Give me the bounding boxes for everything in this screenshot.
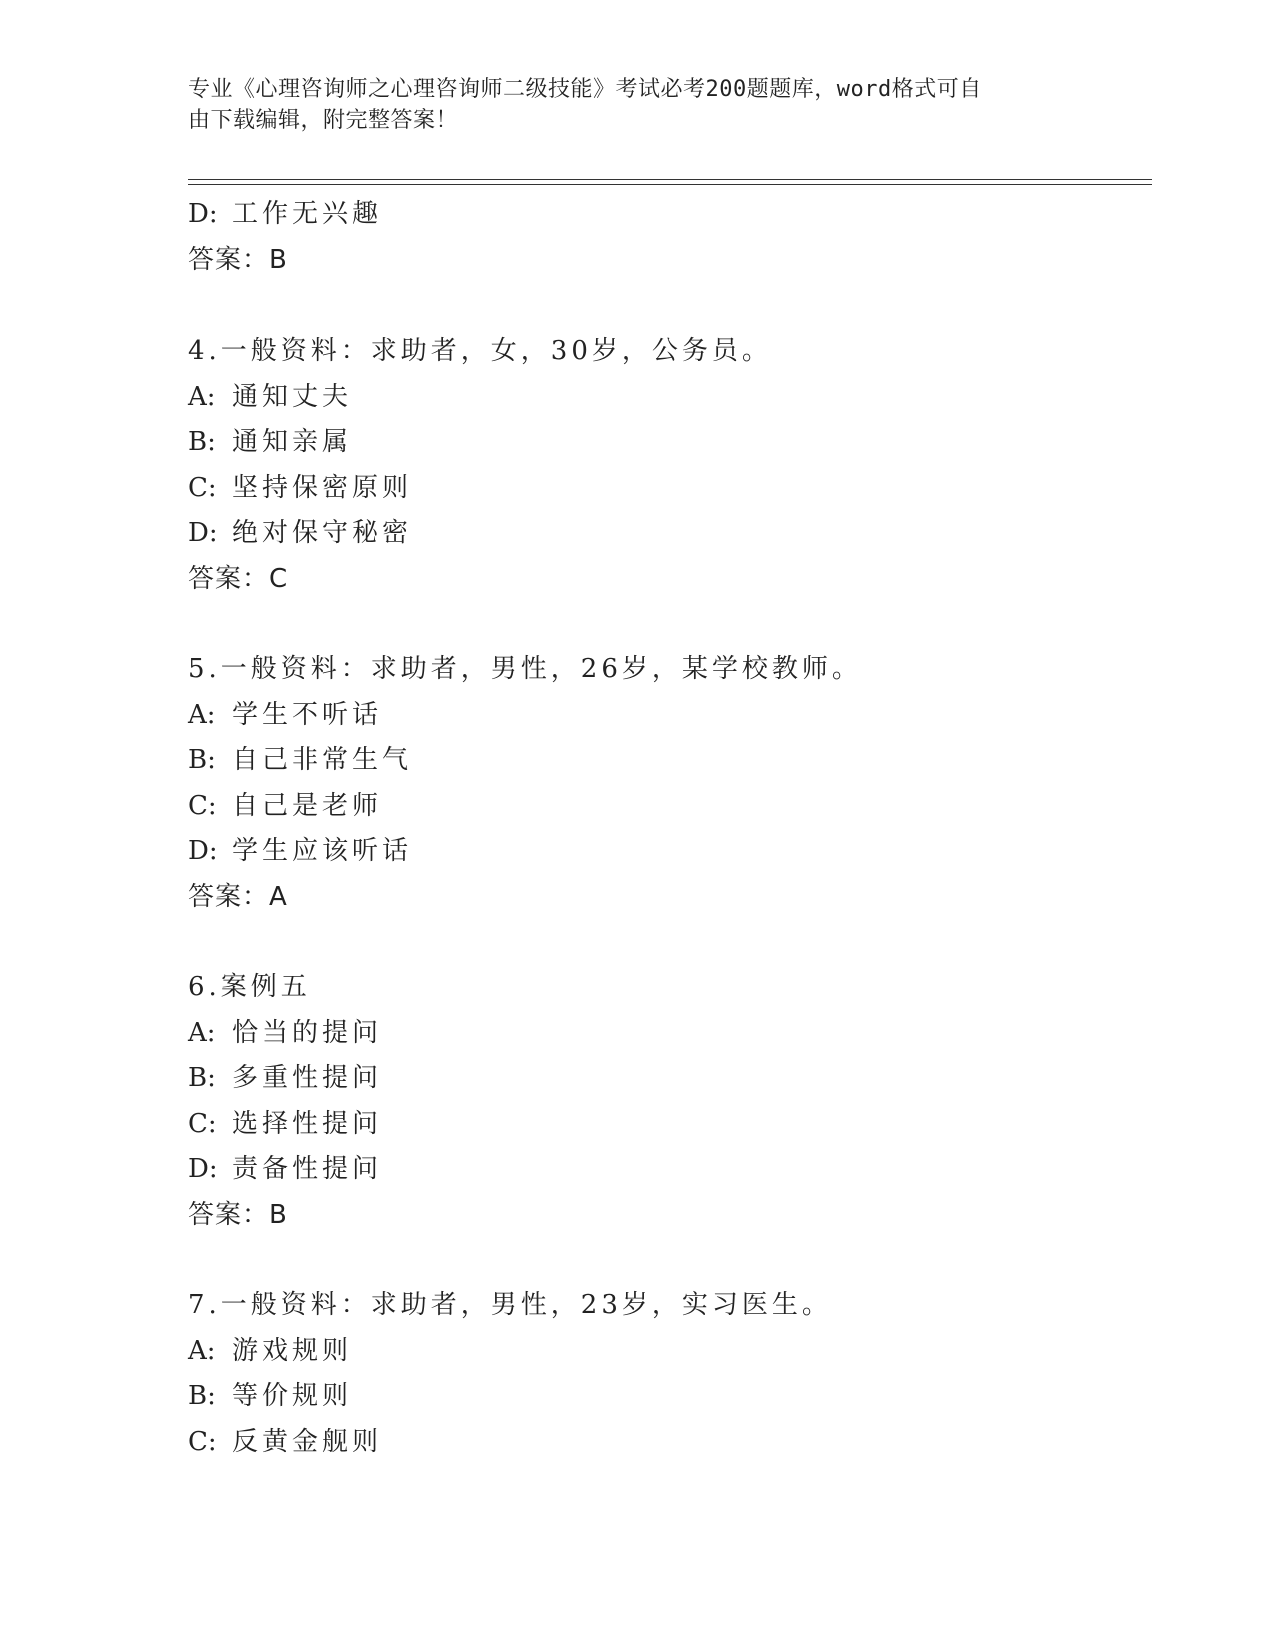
option-line bbox=[188, 1011, 1152, 1057]
option-text: 恰当的提问 bbox=[232, 1017, 383, 1048]
option-text: 选择性提问 bbox=[232, 1108, 383, 1139]
question-list bbox=[188, 192, 1152, 1465]
option-letter: A: bbox=[188, 381, 216, 412]
option-letter: B: bbox=[188, 427, 216, 457]
option-letter: A: bbox=[188, 1335, 216, 1366]
option-text: 学生不听话 bbox=[232, 699, 383, 730]
header-line-2: 由下载编辑，附完整答案！ bbox=[188, 108, 459, 133]
header-rule-bottom bbox=[188, 184, 1152, 185]
option-line bbox=[188, 738, 1152, 784]
answer-line: 答案：B bbox=[188, 1199, 288, 1230]
option-text: 学生应该听话 bbox=[232, 836, 413, 866]
option-letter: A: bbox=[188, 1017, 216, 1048]
option-letter: D: bbox=[188, 199, 218, 229]
option-letter: B: bbox=[188, 1063, 216, 1093]
option-letter: C: bbox=[188, 790, 217, 821]
option-text: 工作无兴趣 bbox=[232, 199, 383, 229]
answer-line: 答案：B bbox=[188, 244, 288, 275]
question-stem: 4.一般资料：求助者，女，30岁，公务员。 bbox=[188, 336, 772, 366]
option-line bbox=[188, 784, 1152, 830]
option-line bbox=[188, 829, 1152, 875]
option-line bbox=[188, 1420, 1152, 1466]
option-text: 坚持保密原则 bbox=[232, 472, 413, 503]
option-line bbox=[188, 192, 1152, 238]
option-letter: B: bbox=[188, 745, 216, 775]
option-text: 责备性提问 bbox=[232, 1154, 383, 1184]
option-line bbox=[188, 375, 1152, 421]
option-line bbox=[188, 511, 1152, 557]
option-line bbox=[188, 1056, 1152, 1102]
option-line bbox=[188, 466, 1152, 512]
option-text: 游戏规则 bbox=[232, 1335, 353, 1366]
option-letter: B: bbox=[188, 1381, 216, 1411]
option-text: 反黄金舰则 bbox=[232, 1426, 383, 1457]
option-line bbox=[188, 1102, 1152, 1148]
header-rule-top bbox=[188, 179, 1152, 180]
option-text: 自己非常生气 bbox=[232, 745, 413, 775]
question-stem: 5.一般资料：求助者，男性，26岁，某学校教师。 bbox=[188, 654, 862, 684]
option-letter: D: bbox=[188, 518, 218, 548]
option-letter: C: bbox=[188, 1108, 217, 1139]
answer-line: 答案：A bbox=[188, 881, 288, 912]
option-letter: C: bbox=[188, 1426, 217, 1457]
option-line bbox=[188, 693, 1152, 739]
option-text: 等价规则 bbox=[232, 1381, 353, 1411]
option-line bbox=[188, 1374, 1152, 1420]
option-line bbox=[188, 1329, 1152, 1375]
option-line bbox=[188, 1147, 1152, 1193]
option-text: 多重性提问 bbox=[232, 1063, 383, 1093]
question-stem: 7.一般资料：求助者，男性，23岁，实习医生。 bbox=[188, 1290, 832, 1320]
option-text: 自己是老师 bbox=[232, 790, 383, 821]
option-letter: A: bbox=[188, 699, 216, 730]
option-letter: C: bbox=[188, 472, 217, 503]
option-letter: D: bbox=[188, 836, 218, 866]
option-line bbox=[188, 420, 1152, 466]
header-line-1: 专业《心理咨询师之心理咨询师二级技能》考试必考200题题库，word格式可自 bbox=[188, 77, 982, 102]
document-header bbox=[188, 74, 1088, 136]
option-text: 通知亲属 bbox=[232, 427, 353, 457]
option-text: 通知丈夫 bbox=[232, 381, 353, 412]
answer-line: 答案：C bbox=[188, 563, 289, 594]
option-text: 绝对保守秘密 bbox=[232, 518, 413, 548]
question-stem: 6.案例五 bbox=[188, 972, 311, 1002]
option-letter: D: bbox=[188, 1154, 218, 1184]
